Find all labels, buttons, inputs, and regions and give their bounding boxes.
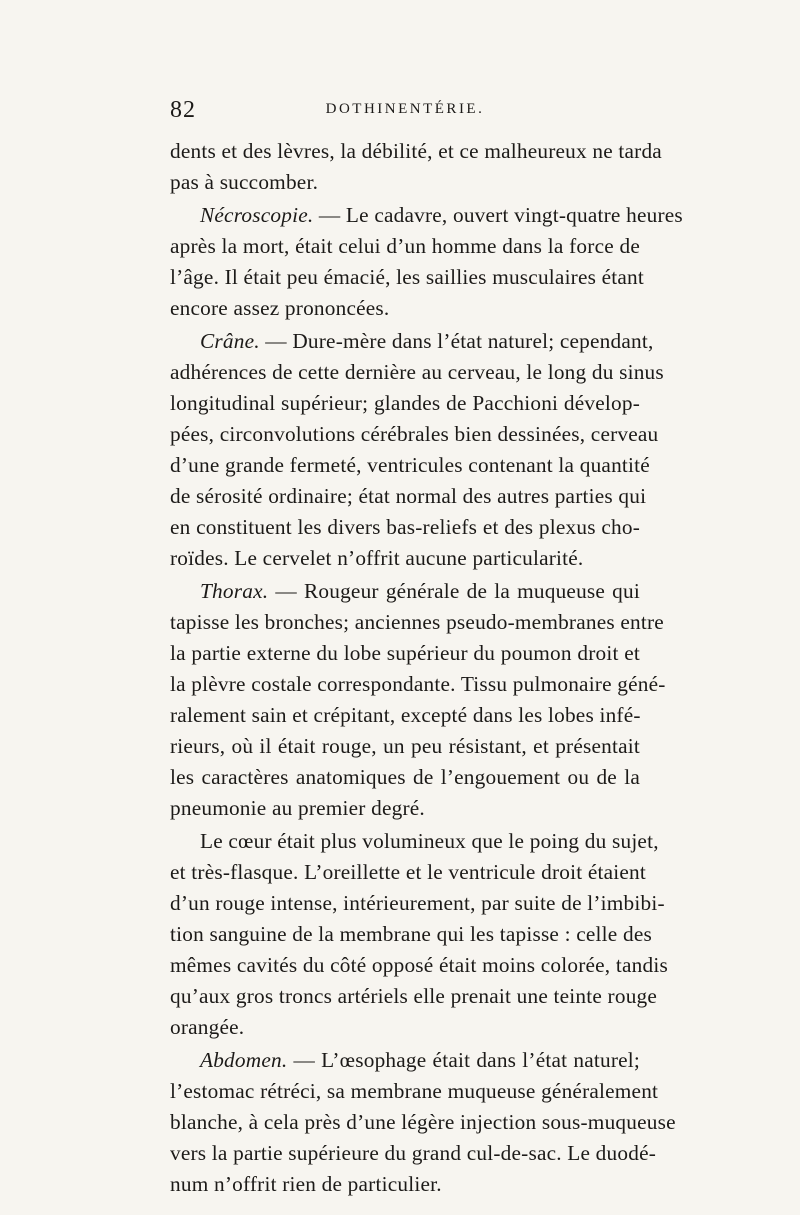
- line-text: de sérosité ordinaire; état normal des autres parties qui: [170, 484, 647, 508]
- line-text: — Le cadavre, ouvert vingt-quatre heures: [313, 203, 683, 227]
- body-text: [170, 136, 683, 1200]
- text-line: [170, 762, 640, 793]
- section-heading: Abdomen.: [200, 1048, 288, 1072]
- line-text: d’une grande fermeté, ventricules contenant la quantité: [170, 453, 650, 477]
- line-text: tapisse les bronches; anciennes pseudo-membranes entre: [170, 610, 664, 634]
- text-line: [170, 638, 640, 669]
- line-text: tion sanguine de la membrane qui les tapisse : celle des: [170, 922, 652, 946]
- text-line: [170, 481, 647, 512]
- line-text: ralement sain et crépitant, excepté dans les lobes infé-: [170, 703, 641, 727]
- line-text: la partie externe du lobe supérieur du poumon droit et: [170, 641, 640, 665]
- line-text: — Dure-mère dans l’état naturel; cependant,: [259, 329, 654, 353]
- line-text: mêmes cavités du côté opposé était moins colorée, tandis: [170, 953, 668, 977]
- line-text: après la mort, était celui d’un homme dans la force de: [170, 234, 640, 258]
- text-line: [170, 981, 658, 1012]
- line-text: les caractères anatomiques de l’engouement ou de la: [170, 765, 640, 789]
- line-text: d’un rouge intense, intérieurement, par suite de l’imbibi-: [170, 891, 665, 915]
- text-line: [170, 607, 664, 638]
- line-text: adhérences de cette dernière au cerveau, le long du sinus: [170, 360, 664, 384]
- line-text: num n’offrit rien de particulier.: [170, 1172, 442, 1196]
- text-line: [170, 543, 640, 574]
- text-line: [170, 262, 645, 293]
- line-text: et très-flasque. L’oreillette et le ventricule droit étaient: [170, 860, 646, 884]
- line-text: l’âge. Il était peu émacié, les saillies musculaires étant: [170, 265, 645, 289]
- line-text: vers la partie supérieure du grand cul-de-sac. Le duodé-: [170, 1141, 657, 1165]
- line-text: pneumonie au premier degré.: [170, 796, 425, 820]
- text-line: [170, 576, 640, 607]
- text-line: [170, 167, 640, 198]
- line-text: orangée.: [170, 1015, 245, 1039]
- text-line: [170, 357, 664, 388]
- text-line: [170, 200, 683, 231]
- line-text: pas à succomber.: [170, 170, 319, 194]
- text-line: [170, 293, 640, 324]
- text-line: [170, 669, 666, 700]
- line-text: Le cœur était plus volumineux que le poing du sujet,: [200, 829, 659, 853]
- line-text: dents et des lèvres, la débilité, et ce malheureux ne tarda: [170, 139, 662, 163]
- text-line: [170, 888, 665, 919]
- line-text: en constituent les divers bas-reliefs et des plexus cho-: [170, 515, 640, 539]
- line-text: roïdes. Le cervelet n’offrit aucune particularité.: [170, 546, 584, 570]
- text-line: [170, 512, 640, 543]
- text-line: [170, 1107, 676, 1138]
- line-text: qu’aux gros troncs artériels elle prenait une teinte rouge: [170, 984, 658, 1008]
- section-heading: Nécroscopie.: [200, 203, 314, 227]
- text-line: [170, 700, 640, 731]
- text-line: [170, 419, 659, 450]
- text-line: [170, 326, 654, 357]
- text-line: [170, 731, 640, 762]
- line-text: — L’œsophage était dans l’état naturel;: [287, 1048, 640, 1072]
- page-header: [170, 97, 640, 125]
- section-heading: Crâne.: [200, 329, 260, 353]
- text-line: [170, 388, 640, 419]
- text-line: [170, 231, 640, 262]
- line-text: rieurs, où il était rouge, un peu résistant, et présentait: [170, 734, 640, 758]
- text-line: [170, 1045, 640, 1076]
- running-title: DOTHINENTÉRIE.: [325, 101, 485, 117]
- page-number: 82: [170, 97, 196, 123]
- line-text: longitudinal supérieur; glandes de Pacchioni dévelop-: [170, 391, 640, 415]
- line-text: pées, circonvolutions cérébrales bien dessinées, cerveau: [170, 422, 659, 446]
- line-text: la plèvre costale correspondante. Tissu pulmonaire géné-: [170, 672, 666, 696]
- text-line: [170, 450, 650, 481]
- text-line: [170, 826, 659, 857]
- text-line: [170, 1012, 640, 1043]
- line-text: encore assez prononcées.: [170, 296, 390, 320]
- text-line: [170, 919, 652, 950]
- text-line: [170, 136, 662, 167]
- text-line: [170, 1169, 640, 1200]
- text-line: [170, 1076, 659, 1107]
- text-line: [170, 1138, 657, 1169]
- line-text: blanche, à cela près d’une légère injection sous-muqueuse: [170, 1110, 676, 1134]
- line-text: — Rougeur générale de la muqueuse qui: [268, 579, 640, 603]
- text-line: [170, 857, 646, 888]
- section-heading: Thorax.: [200, 579, 269, 603]
- text-line: [170, 950, 668, 981]
- text-line: [170, 793, 640, 824]
- line-text: l’estomac rétréci, sa membrane muqueuse généralement: [170, 1079, 659, 1103]
